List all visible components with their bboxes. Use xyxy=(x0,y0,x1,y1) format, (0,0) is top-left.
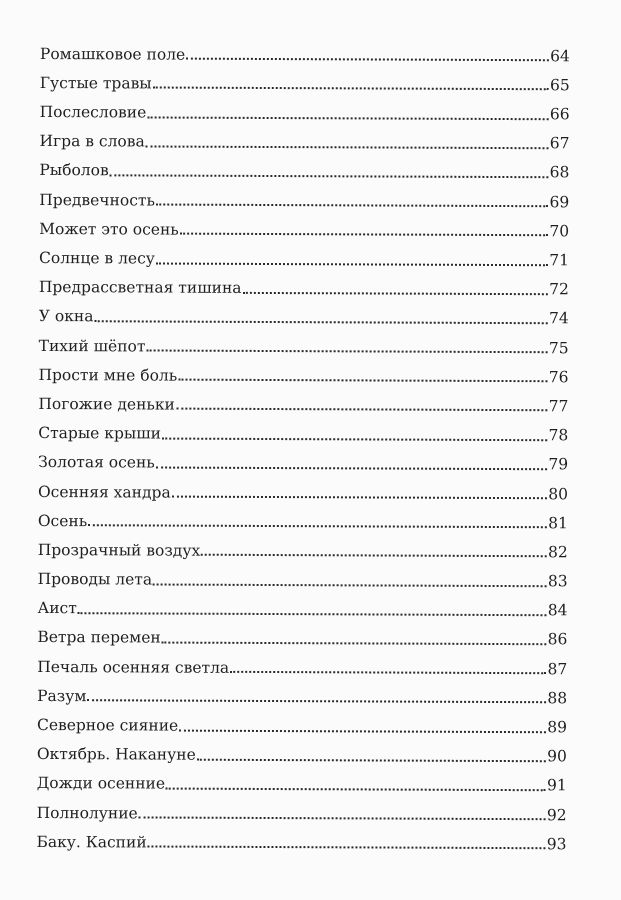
toc-entry-page-number: 89 xyxy=(547,718,568,737)
toc-entry xyxy=(39,296,569,327)
toc-entry-title: Печаль осенняя светла xyxy=(37,657,230,677)
toc-entry-title: Погожие деньки xyxy=(38,394,175,414)
dot-leader xyxy=(148,846,546,850)
toc-entry-title: Густые травы xyxy=(39,73,152,93)
toc-entry-title: Прозрачный воздух xyxy=(37,540,201,560)
dot-leader xyxy=(166,787,546,791)
toc-entry xyxy=(37,704,567,735)
dot-leader xyxy=(201,554,547,558)
dot-leader xyxy=(139,817,546,821)
toc-entry-page-number: 76 xyxy=(548,367,569,387)
toc-entry-title: Октябрь. Накануне xyxy=(36,745,196,764)
toc-entry xyxy=(38,354,568,385)
toc-entry-page-number: 70 xyxy=(549,222,570,241)
dot-leader xyxy=(176,408,548,412)
toc-entry xyxy=(37,588,567,619)
toc-entry-title: Предвечность xyxy=(39,190,155,210)
dot-leader xyxy=(156,466,548,470)
toc-entry xyxy=(40,33,570,64)
toc-entry xyxy=(40,91,570,122)
toc-entry xyxy=(37,617,567,648)
dot-leader xyxy=(230,671,546,674)
dot-leader xyxy=(146,145,549,149)
toc-entry xyxy=(39,121,569,152)
toc-entry-title: Ветра перемен xyxy=(37,628,161,647)
dot-leader xyxy=(87,700,546,704)
dot-leader xyxy=(180,233,549,237)
toc-entry-page-number: 69 xyxy=(549,192,570,211)
toc-entry-page-number: 78 xyxy=(548,426,569,445)
toc-entry-page-number: 93 xyxy=(546,834,567,854)
dot-leader xyxy=(146,350,547,354)
toc-entry xyxy=(38,558,568,589)
toc-entry xyxy=(39,208,569,239)
dot-leader xyxy=(88,524,547,528)
toc-entry-title: У окна xyxy=(38,307,94,326)
table-of-contents xyxy=(36,33,570,853)
dot-leader xyxy=(172,496,548,500)
dot-leader xyxy=(110,174,549,178)
toc-entry-title: Тихий шёпот xyxy=(38,336,146,356)
toc-entry-page-number: 91 xyxy=(546,776,567,795)
toc-entry-title: Послесловие xyxy=(39,103,147,122)
toc-entry-page-number: 90 xyxy=(547,747,567,766)
toc-entry-title: Полнолуние xyxy=(36,803,138,822)
toc-entry-page-number: 82 xyxy=(547,543,568,562)
toc-entry xyxy=(40,62,570,93)
toc-entry-page-number: 80 xyxy=(548,484,569,503)
toc-entry-title: Баку. Каспий xyxy=(36,832,147,852)
toc-entry-title: Прости мне боль xyxy=(38,365,178,385)
toc-entry xyxy=(38,442,568,473)
toc-entry-page-number: 71 xyxy=(549,251,570,270)
toc-entry-title: Может это осень xyxy=(39,219,179,239)
toc-entry xyxy=(38,471,568,502)
dot-leader xyxy=(156,262,548,266)
toc-entry-title: Дожди осенние xyxy=(36,774,166,793)
dot-leader xyxy=(186,58,549,62)
dot-leader xyxy=(162,437,548,441)
toc-entry-page-number: 64 xyxy=(550,46,570,65)
toc-entry-title: Предрассветная тишина xyxy=(38,278,242,298)
toc-entry-page-number: 81 xyxy=(548,513,568,532)
dot-leader xyxy=(243,292,549,295)
toc-entry xyxy=(38,500,568,531)
toc-entry xyxy=(37,733,567,764)
toc-entry-title: Проводы лета xyxy=(37,570,153,589)
toc-entry xyxy=(39,179,569,210)
toc-entry xyxy=(37,646,567,677)
toc-entry-page-number: 77 xyxy=(548,397,569,416)
toc-entry-title: Разум xyxy=(37,686,87,706)
toc-entry-title: Рыболов xyxy=(39,161,109,180)
toc-entry xyxy=(38,412,568,443)
toc-entry-page-number: 88 xyxy=(547,689,568,708)
toc-entry xyxy=(37,675,567,706)
toc-entry-page-number: 74 xyxy=(548,309,569,328)
dot-leader xyxy=(147,116,549,120)
dot-leader xyxy=(78,612,547,616)
toc-entry-title: Осень xyxy=(37,511,88,530)
toc-entry xyxy=(38,383,568,414)
toc-entry xyxy=(37,763,567,794)
toc-entry-page-number: 83 xyxy=(547,572,568,591)
toc-entry xyxy=(39,325,569,356)
toc-entry-page-number: 65 xyxy=(550,76,570,95)
toc-entry-title: Солнце в лесу xyxy=(38,248,155,268)
toc-entry-page-number: 66 xyxy=(549,105,570,124)
toc-entry-title: Аист xyxy=(37,599,77,618)
toc-entry-page-number: 72 xyxy=(549,280,569,299)
dot-leader xyxy=(94,320,548,324)
toc-entry xyxy=(38,529,568,560)
toc-entry-page-number: 84 xyxy=(547,601,568,620)
toc-entry-title: Ромашковое поле xyxy=(39,44,186,64)
toc-entry xyxy=(37,792,567,823)
toc-entry-title: Игра в слова xyxy=(39,132,145,151)
toc-entry xyxy=(39,150,569,181)
toc-entry-page-number: 87 xyxy=(547,659,568,678)
toc-entry-title: Северное сияние xyxy=(36,715,179,735)
toc-entry-title: Золотая осень xyxy=(38,453,155,472)
toc-entry-page-number: 68 xyxy=(549,163,570,182)
toc-entry-page-number: 79 xyxy=(548,455,569,474)
toc-entry-page-number: 92 xyxy=(546,805,567,824)
toc-entry xyxy=(39,266,569,297)
dot-leader xyxy=(153,87,549,91)
dot-leader xyxy=(156,204,549,208)
dot-leader xyxy=(162,641,547,645)
dot-leader xyxy=(197,758,546,762)
toc-entry-title: Старые крыши xyxy=(38,424,162,443)
dot-leader xyxy=(153,583,547,587)
toc-entry-title: Осенняя хандра xyxy=(37,482,171,502)
toc-entry-page-number: 67 xyxy=(549,134,570,153)
toc-entry xyxy=(36,821,566,852)
dot-leader xyxy=(178,379,548,383)
toc-entry-page-number: 75 xyxy=(548,338,569,357)
toc-entry-page-number: 86 xyxy=(547,630,568,649)
toc-entry xyxy=(39,237,569,268)
dot-leader xyxy=(179,729,546,733)
